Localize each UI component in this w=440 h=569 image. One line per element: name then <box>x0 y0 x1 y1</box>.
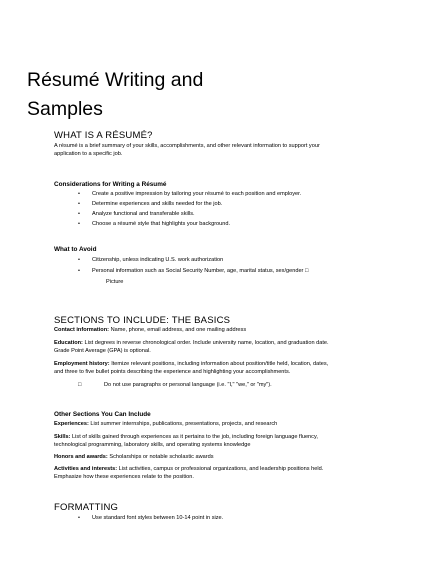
bullet-icon: • <box>78 201 80 207</box>
experiences-label: Experiences: <box>54 421 89 427</box>
bullet-icon: • <box>78 221 80 227</box>
employment-line-2: and three to five bullet points describing the experience and highlighting your accomplishments. <box>54 369 291 375</box>
considerations-heading: Considerations for Writing a Résumé <box>54 181 167 188</box>
education-line: Education: List degrees in reverse chronological order. Include university name, location, and graduation date. <box>54 340 329 346</box>
bullet-icon: • <box>78 257 80 263</box>
bullet-icon: • <box>78 191 80 197</box>
placeholder-box-icon: □ <box>78 382 82 388</box>
honors-line: Honors and awards: Scholarships or notable scholastic awards <box>54 454 214 460</box>
bullet-icon: • <box>78 211 80 217</box>
bullet-icon: • <box>78 515 80 521</box>
activities-label: Activities and interests: <box>54 466 118 472</box>
sections-heading: SECTIONS TO INCLUDE: THE BASICS <box>54 315 231 326</box>
skills-label: Skills: <box>54 434 71 440</box>
what-is-line-1: A résumé is a brief summary of your skills, accomplishments, and other relevant information to support your <box>54 143 320 149</box>
avoid-continuation: Picture <box>106 279 124 285</box>
title-line-2: Samples <box>27 98 103 120</box>
employment-line: Employment history: Itemize relevant positions, including information about position/title held, location, dates, <box>54 361 329 367</box>
document-page: Résumé Writing and Samples WHAT IS A RÉSUMÉ? A résumé is a brief summary of your skills, accomplishments, and other relevant information to support your application to a specific job. Considerations for Writing a Résumé • Create a positive impression by tailoring your résumé to each position and employer. • Determine experiences and skills needed for the job. • Analyze functional and transferable skills. • Choose a résumé style that highlights your background. What to Avoid • Citizenship, unless indicating U.S. work authorization • Personal information such as Social Security Number, age, marital status, sex/gender □ Picture SECTIONS TO INCLUDE: THE BASICS Contact information: Name, phone, email address, and one mailing address Education: List degrees in reverse chronological order. Include university name, location, and graduation date. Grade Point Average (GPA) is optional. Employment history: Itemize relevant positions, including information about position/title held, location, dates, and three to five bullet points describing the experience and highlighting your accomplishments. □ Do not use paragraphs or personal language (i.e. "I," "we," or "my"). Other Sections You Can Include Experiences: List summer internships, publications, presentations, projects, and research Skills: List of skills gained through experiences as it pertains to the job, including foreign language fluency, technological programming, laboratory skills, and operating systems knowledge Honors and awards: Scholarships or notable scholastic awards Activities and interests: List activities, campus or professional organizations, and leadership positions held. Emphasize how these experiences relate to the position. FORMATTING • Use standard font styles between 10-14 point in size. <box>0 0 440 569</box>
education-line-2: Grade Point Average (GPA) is optional. <box>54 348 151 354</box>
activities-line: Activities and interests: List activities, campus or professional organizations, and leadership positions held. <box>54 466 324 472</box>
other-heading: Other Sections You Can Include <box>54 411 151 418</box>
honors-label: Honors and awards: <box>54 454 108 460</box>
contact-label: Contact information: <box>54 327 110 333</box>
education-label: Education: <box>54 340 83 346</box>
experiences-line: Experiences: List summer internships, publications, presentations, projects, and research <box>54 421 278 427</box>
employment-label: Employment history: <box>54 361 110 367</box>
what-is-line-2: application to a specific job. <box>54 151 123 157</box>
contact-line: Contact information: Name, phone, email address, and one mailing address <box>54 327 247 333</box>
avoid-heading: What to Avoid <box>54 246 97 253</box>
title-line-1: Résumé Writing and <box>27 69 204 91</box>
skills-line: Skills: List of skills gained through experiences as it pertains to the job, including foreign language fluency, <box>54 434 318 440</box>
bullet-icon: • <box>78 268 80 274</box>
activities-line-2: Emphasize how these experiences relate to the position. <box>54 474 194 480</box>
document-title <box>27 66 407 124</box>
what-is-heading: WHAT IS A RÉSUMÉ? <box>54 130 153 141</box>
formatting-heading: FORMATTING <box>54 502 119 513</box>
skills-line-2: technological programming, laboratory skills, and operating systems knowledge <box>54 442 251 448</box>
